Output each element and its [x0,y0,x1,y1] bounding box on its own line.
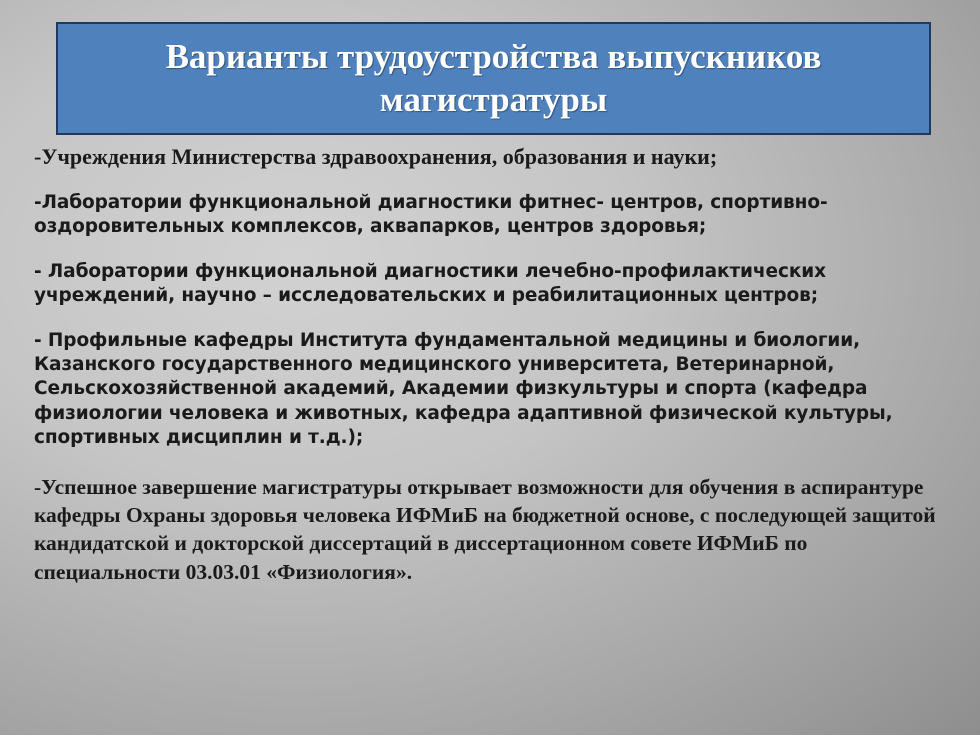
slide-title-box [56,22,931,135]
slide-title: Варианты трудоустройства выпускников магистратуры [165,36,822,119]
bullet-paragraph-1: -Учреждения Министерства здравоохранения, образования и науки; [34,144,718,169]
bullet-paragraph-3: - Лаборатории функциональной диагностики лечебно-профилактических учреждений, научно – исследовательских и реабилитационных центров; [34,260,826,307]
bullet-paragraph-2: -Лаборатории функциональной диагностики фитнес- центров, спортивно-оздоровительных комплексов, аквапарков, центров здоровья; [34,192,828,238]
bullet-paragraph-4: - Профильные кафедры Института фундаментальной медицины и биологии, Казанского государственного медицинского университета, Ветеринарной, Сельскохозяйственной академий, Академии физкультуры и спорта (кафедра физиологии человека и животных, кафедра адаптивной физической культуры, спортивных дисциплин и т.д.); [34,329,893,449]
bullet-paragraph-5: -Успешное завершение магистратуры открывает возможности для обучения в аспирантуре кафедры Охраны здоровья человека ИФМиБ на бюджетной основе, с последующей защитой кандидатской и докторской диссертаций в диссертационном совете ИФМиБ по специальности 03.03.01 «Физиология». [34,474,936,584]
slide-body [34,142,946,606]
